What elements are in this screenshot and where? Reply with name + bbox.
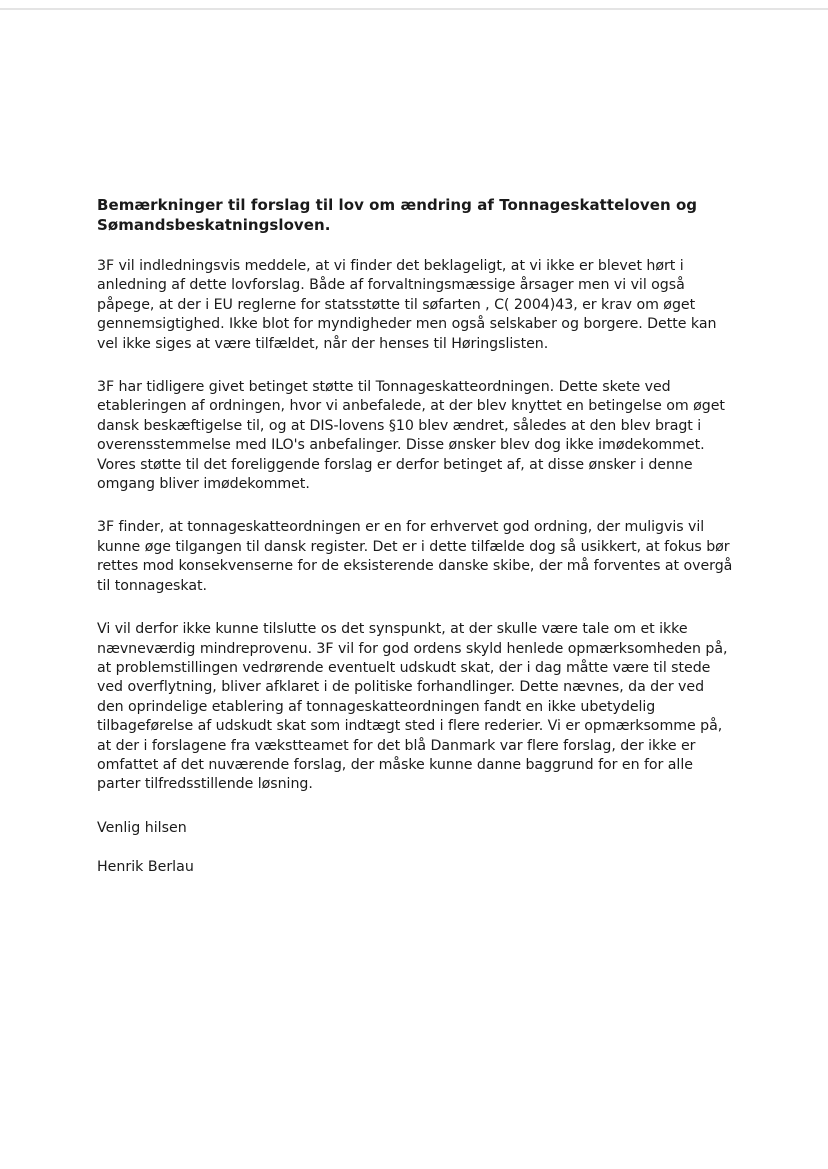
document-heading: Bemærkninger til forslag til lov om ændring af Tonnageskatteloven og Sømandsbeskatningsloven. [97,196,698,234]
scan-edge [0,8,828,10]
signature-name: Henrik Berlau [97,859,194,876]
letter-body [97,195,733,878]
paragraph-2: 3F har tidligere givet betinget støtte til Tonnageskatteordningen. Dette skete ved etableringen af ordningen, hvor vi anbefalede, at der blev knyttet en betingelse om øget dansk beskæftigelse til, og at DIS-lovens §10 blev ændret, således at den blev bragt i overensstemmelse med ILO's anbefalinger. Disse ønsker blev dog ikke imødekommet. Vores støtte til det foreliggende forslag er derfor betinget af, at disse ønsker i denne omgang bliver imødekommet. [97,379,725,493]
closing-greeting: Venlig hilsen [97,819,187,836]
paragraph-1: 3F vil indledningsvis meddele, at vi finder det beklageligt, at vi ikke er blevet hørt i anledning af dette lovforslag. Både af forvaltningsmæssige årsager men vi vil også påpege, at der i EU reglerne for statsstøtte til søfarten , C( 2004)43, er krav om øget gennemsigtighed. Ikke blot for myndigheder men også selskaber og borgere. Dette kan vel ikke siges at være tilfældet, når der henses til Høringslisten. [97,258,717,352]
paragraph-3: 3F finder, at tonnageskatteordningen er en for erhvervet god ordning, der muligvis vil kunne øge tilgangen til dansk register. Det er i dette tilfælde dog så usikkert, at fokus bør rettes mod konsekvenserne for de eksisterende danske skibe, der må forventes at overgå til tonnageskat. [97,519,733,594]
paragraph-4: Vi vil derfor ikke kunne tilslutte os det synspunkt, at der skulle være tale om et ikke nævneværdig mindreprovenu. 3F vil for god ordens skyld henlede opmærksomheden på, at problemstillingen vedrørende eventuelt udskudt skat, der i dag måtte være til stede ved overflytning, bliver afklaret i de politiske forhandlinger. Dette nævnes, da der ved den oprindelige etablering af tonnageskatteordningen fandt en ikke ubetydelig tilbageførelse af udskudt skat som indtægt sted i flere rederier. Vi er opmærksomme på, at der i forslagene fra vækstteamet for det blå Danmark var flere forslag, der ikke er omfattet af det nuværende forslag, der måske kunne danne baggrund for en for alle parter tilfredsstillende løsning. [97,621,728,793]
